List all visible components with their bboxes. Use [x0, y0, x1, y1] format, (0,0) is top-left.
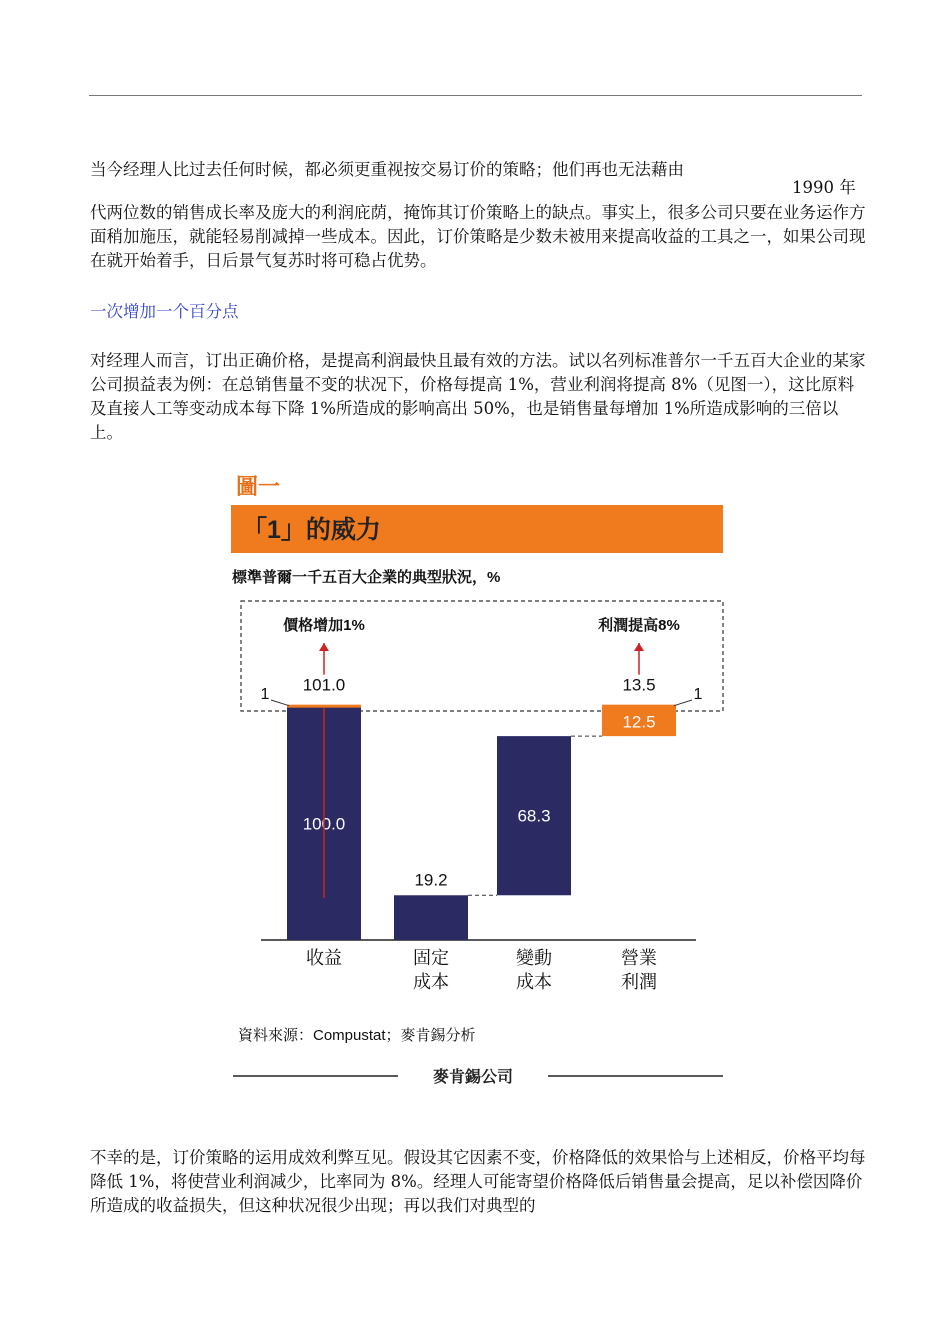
- bar-value-label-2: 19.2: [414, 870, 448, 890]
- increment-annotation-1: 價格增加1%: [283, 617, 365, 634]
- bar-value-label-3: 68.3: [517, 806, 551, 826]
- paragraph-3: 不幸的是，订价策略的运用成效利弊互见。假设其它因素不变，价格降低的效果恰与上述相反，价格平均每降低 1%，将使营业利润减少，比率同为 8%。经理人可能寄望价格降低后销售量会提高，足以补偿因降价所造成的收益损失，但这种状况很少出现；再以我们对典型的: [90, 1148, 866, 1215]
- arrow-head-2: [634, 643, 644, 651]
- category-label-4-line-1: 營業: [621, 948, 657, 968]
- category-label-3-line-2: 成本: [516, 972, 552, 992]
- chart-marks: [261, 616, 703, 992]
- chart-subtitle: 標準普爾一千五百大企業的典型狀況，%: [232, 569, 501, 586]
- figure-label: 圖一: [236, 474, 281, 499]
- paragraph-1-start: 当今经理人比过去任何时候，都必须更重视按交易订价的策略；他们再也无法藉由: [90, 160, 684, 179]
- paragraph-1-rest: 代两位数的销售成长率及庞大的利润庇荫，掩饰其订价策略上的缺点。事实上，很多公司只要在业务运作方面稍加施压，就能轻易削减掉一些成本。因此，订价策略是少数未被用来提高收益的工具之一，如果公司现在就开始着手，日后景气复苏时将可稳占优势。: [90, 203, 866, 270]
- increment-annotation-2: 利潤提高8%: [598, 617, 680, 634]
- increment-delta-label-1: 1: [260, 686, 270, 703]
- waterfall-chart: [226, 470, 726, 1090]
- section-heading: 一次增加一个百分点: [90, 302, 239, 321]
- category-label-2-line-2: 成本: [413, 972, 449, 992]
- delta-leader-2: [674, 700, 692, 706]
- increment-bar-1: [287, 705, 361, 708]
- chart-footer: 麥肯錫公司: [432, 1067, 514, 1086]
- increment-delta-label-2: 1: [693, 686, 703, 703]
- category-label-2-line-1: 固定: [413, 948, 449, 968]
- increment-value-label-1: 101.0: [302, 675, 346, 695]
- bar-2: [394, 895, 468, 940]
- increment-value-label-2: 13.5: [622, 675, 656, 695]
- chart-title: 「1」的威力: [242, 516, 381, 544]
- paragraph-2: 对经理人而言，订出正确价格，是提高利润最快且最有效的方法。试以名列标准普尔一千五百大企业的某家公司损益表为例：在总销售量不变的状况下，价格每提高 1%，营业利润将提高 8%（见图一），这比原料及直接人工等变动成本每下降 1%所造成的影响高出 50%，也是销售量每增加 1%所造成影响的三倍以上。: [90, 351, 866, 442]
- delta-leader-1: [271, 700, 289, 706]
- arrow-head-1: [319, 643, 329, 651]
- bar-value-label-4: 12.5: [622, 712, 656, 732]
- category-label-4-line-2: 利潤: [621, 972, 657, 992]
- header-rule: [89, 95, 862, 96]
- chart-source: 資料來源：Compustat；麥肯錫分析: [238, 1027, 476, 1044]
- bar-value-label-1: 100.0: [302, 814, 346, 834]
- category-label-1: 收益: [306, 948, 342, 968]
- category-label-3-line-1: 變動: [516, 948, 552, 968]
- paragraph-1-year: 1990 年: [792, 178, 856, 197]
- increment-bar-2: [602, 705, 676, 708]
